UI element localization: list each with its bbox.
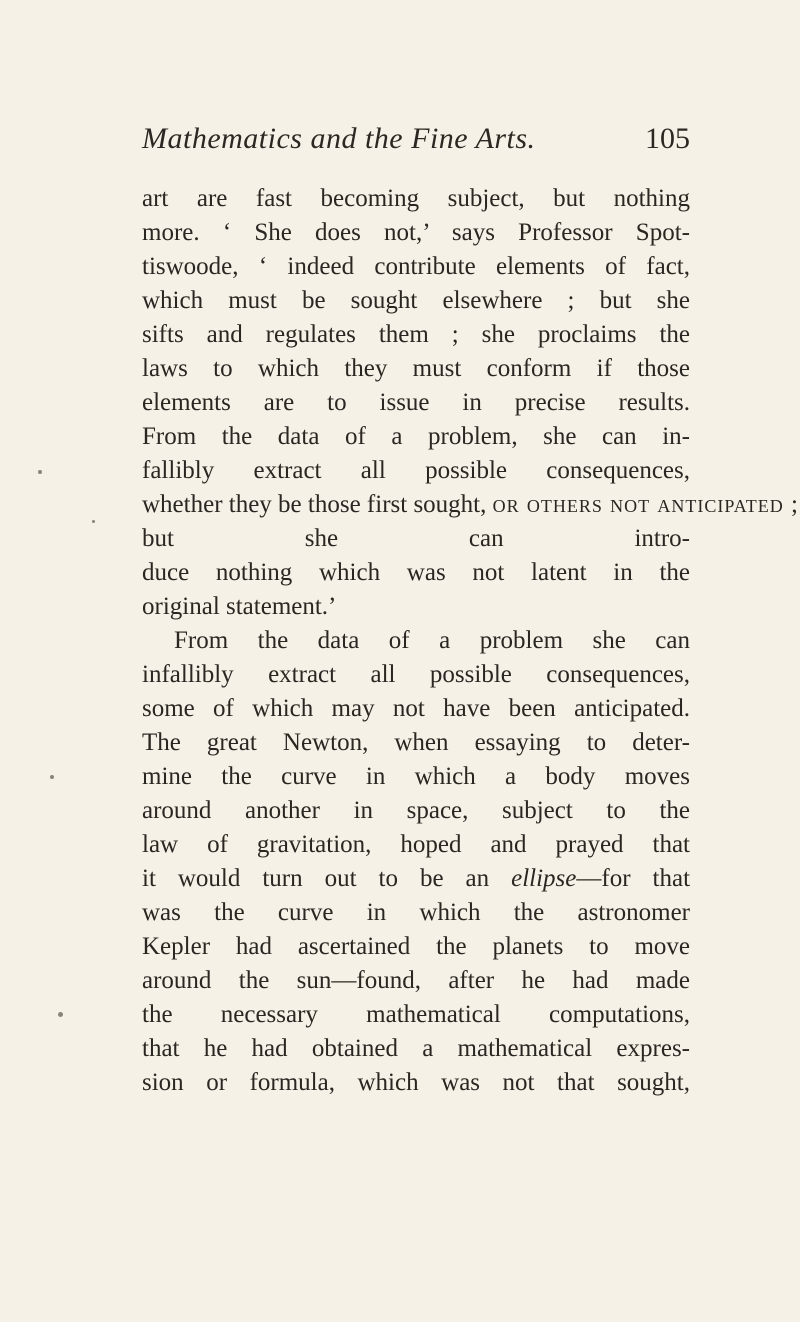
text-line: around another in space, subject to the [142,797,690,824]
text-line: duce nothing which was not latent in the [142,559,690,586]
text-line: that he had obtained a mathematical expres- [142,1035,690,1062]
text-line: more. ‘ She does not,’ says Professor Spot- [142,219,690,246]
page-number: 105 [645,122,690,155]
small-caps-span: or others not anticipated ; [492,491,799,518]
text-line: sion or formula, which was not that sought, [142,1069,690,1096]
text-line: elements are to issue in precise results. [142,389,690,416]
paper-speck [38,470,42,474]
text-line: original statement.’ [142,593,337,620]
text-line [142,488,799,522]
italic-word: ellipse [511,865,577,892]
text-span: whether they be those first sought, [142,491,487,518]
text-line: some of which may not have been anticipated. [142,695,690,722]
text-line: which must be sought elsewhere ; but she [142,287,690,314]
text-line [142,862,690,896]
body-text [142,182,799,1100]
paper-speck [58,1012,63,1017]
text-span: it would turn out to be an [142,865,490,892]
text-line: mine the curve in which a body moves [142,763,690,790]
paper-speck [50,775,54,779]
paper-speck [92,520,95,523]
running-head [142,122,690,170]
text-line: The great Newton, when essaying to deter- [142,729,690,756]
text-line: laws to which they must conform if those [142,355,690,382]
running-title: Mathematics and the Fine Arts. [142,122,536,155]
text-line: around the sun—found, after he had made [142,967,690,994]
text-line: fallibly extract all possible consequences, [142,457,690,484]
text-line: From the data of a problem, she can in- [142,423,690,450]
paragraph-start-line: From the data of a problem she can [174,627,690,654]
text-span: —for that [576,865,691,892]
text-line: sifts and regulates them ; she proclaims the [142,321,690,348]
text-line: Kepler had ascertained the planets to move [142,933,690,960]
text-span: but she can intro- [142,525,690,552]
text-line: law of gravitation, hoped and prayed that [142,831,690,858]
text-line [142,522,690,556]
text-line: tiswoode, ‘ indeed contribute elements of fact, [142,253,690,280]
text-line: was the curve in which the astronomer [142,899,690,926]
text-line: infallibly extract all possible consequences, [142,661,690,688]
text-line: the necessary mathematical computations, [142,1001,690,1028]
text-line: art are fast becoming subject, but nothing [142,185,690,212]
